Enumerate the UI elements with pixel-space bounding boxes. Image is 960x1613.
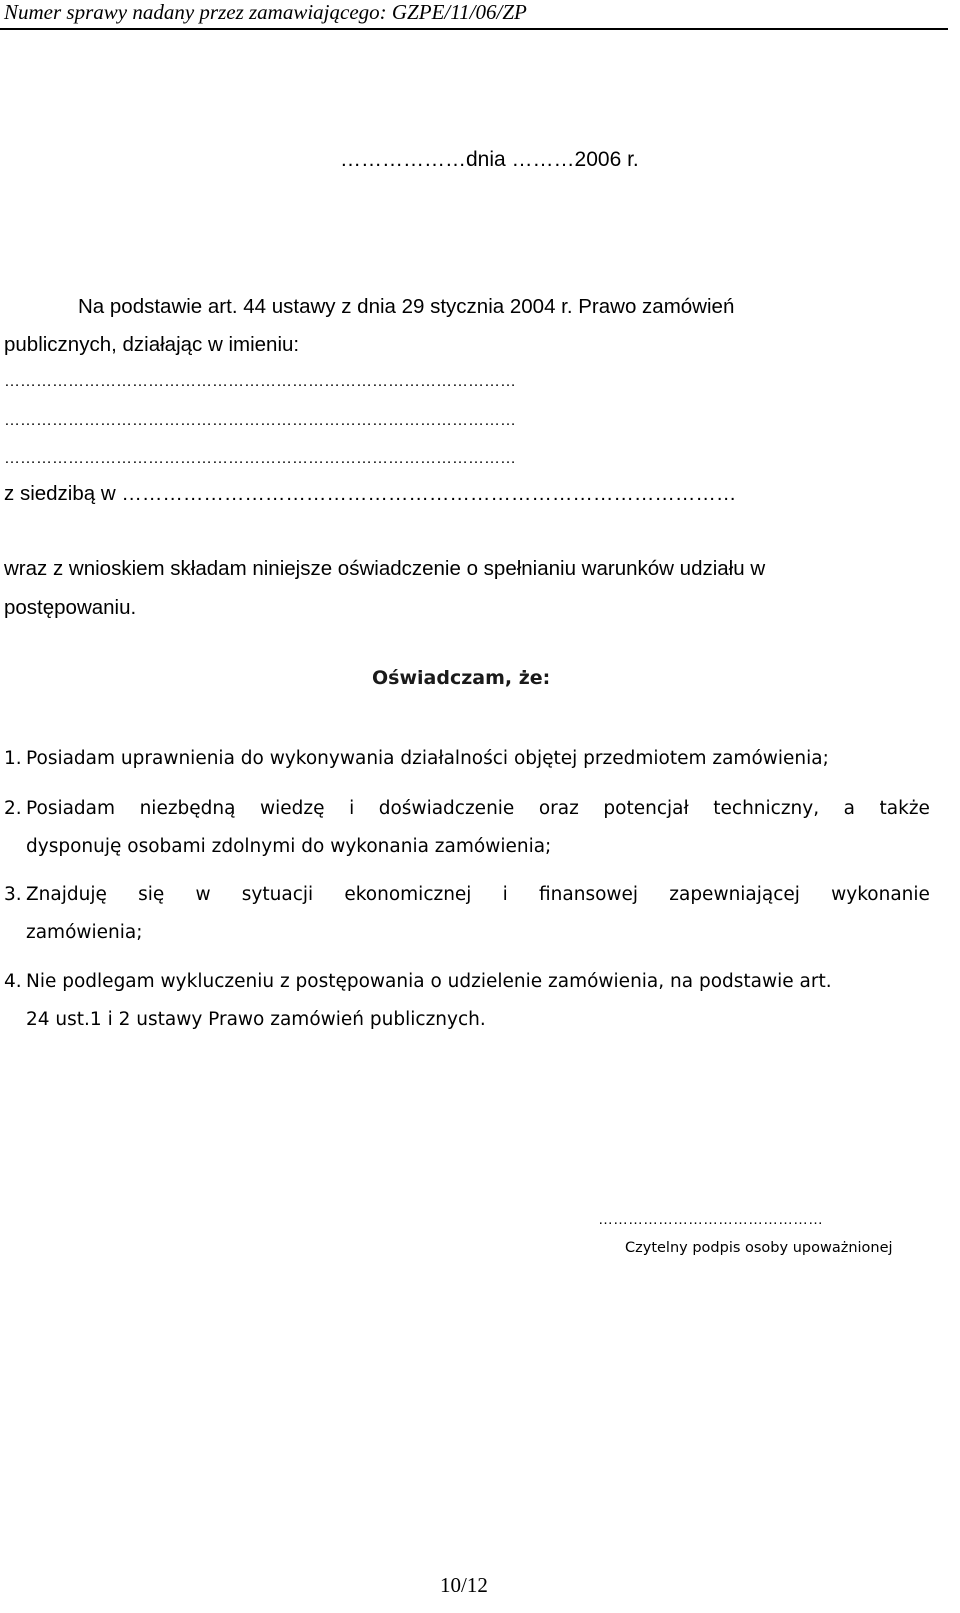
seat-line: z siedzibą w ……………………………………………………………………………… [4,482,737,505]
date-line: ………………dnia ………2006 r. [340,148,639,171]
word: ekonomicznej [344,884,472,905]
word: Znajduję [26,884,107,905]
item-text-justified [26,876,930,914]
case-number-header: Numer sprawy nadany przez zamawiającego: GZPE/11/06/ZP [4,0,527,24]
blank-line-3: …………………………………………………………………………………… [4,450,516,467]
word: a [843,798,855,819]
word: doświadczenie [378,798,515,819]
item-number: 4. [4,971,22,992]
application-line-1: wraz z wnioskiem składam niniejsze oświadczenie o spełnianiu warunków udziału w [4,557,766,580]
word: potencjał [603,798,689,819]
word: Posiadam [26,798,116,819]
item-text: 24 ust.1 i 2 ustawy Prawo zamówień publicznych. [26,1009,486,1030]
list-item [4,790,934,870]
signature-label: Czytelny podpis osoby upoważnionej [625,1240,893,1256]
application-line-2: postępowaniu. [4,596,137,619]
item-text: Posiadam uprawnienia do wykonywania działalności objętej przedmiotem zamówienia; [26,748,829,769]
list-item [4,876,934,956]
item-number: 3. [4,884,22,905]
word: niezbędną [139,798,236,819]
item-number: 1. [4,748,22,769]
word: zapewniającej [669,884,800,905]
blank-line-2: …………………………………………………………………………………… [4,412,516,429]
word: oraz [538,798,579,819]
item-text: dysponuję osobami zdolnymi do wykonania zamówienia; [26,836,552,857]
list-item [4,963,934,1043]
word: finansowej [539,884,639,905]
word: się [138,884,165,905]
word: w [195,884,211,905]
item-text-justified [26,790,930,828]
word: i [349,798,355,819]
word: także [879,798,930,819]
item-number: 2. [4,798,22,819]
page-number: 10/12 [440,1573,488,1597]
declaration-title: Oświadczam, że: [372,667,551,689]
page-header [0,0,948,30]
word: i [502,884,508,905]
list-item [4,740,934,780]
blank-line-1: …………………………………………………………………………………… [4,373,516,390]
word: techniczny, [713,798,820,819]
word: wykonanie [831,884,930,905]
intro-line-1: Na podstawie art. 44 ustawy z dnia 29 stycznia 2004 r. Prawo zamówień [78,295,735,318]
item-text: zamówienia; [26,922,143,943]
intro-line-2: publicznych, działając w imieniu: [4,333,300,356]
word: wiedzę [260,798,325,819]
item-text: Nie podlegam wykluczeniu z postępowania o udzielenie zamówienia, na podstawie art. [26,971,832,992]
signature-dots: ……………………………………… [598,1211,823,1228]
word: sytuacji [241,884,314,905]
